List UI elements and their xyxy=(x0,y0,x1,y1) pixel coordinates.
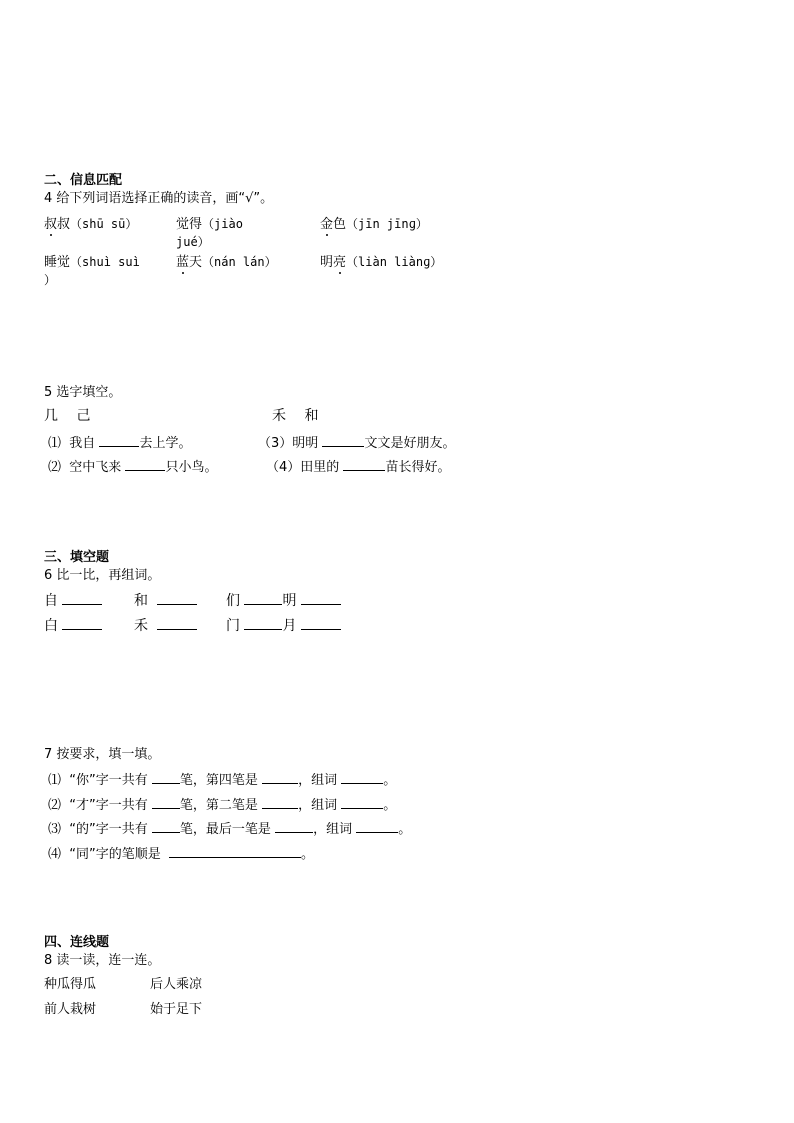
answer-blank[interactable] xyxy=(157,616,197,630)
section-title-matching-lines: 四、连线题 xyxy=(44,935,110,950)
answer-blank[interactable] xyxy=(341,770,383,784)
section-title-fill-in: 三、填空题 xyxy=(44,550,110,565)
char: 明 xyxy=(282,593,297,609)
text: “才”字一共有 xyxy=(69,798,148,813)
text: 。 xyxy=(383,773,397,788)
text: 只小鸟。 xyxy=(165,460,218,475)
answer-blank[interactable] xyxy=(262,770,298,784)
char: 禾 xyxy=(134,618,148,634)
pinyin-options: （nán lán） xyxy=(202,255,277,269)
q7-line-1 xyxy=(48,770,396,789)
char: 们 xyxy=(226,593,240,609)
dotted-char: 叔 xyxy=(44,217,58,232)
char: 和 xyxy=(134,593,148,609)
answer-blank[interactable] xyxy=(157,591,197,605)
item-number: ⑵ xyxy=(48,798,62,813)
q6-row-2c xyxy=(226,616,341,635)
dotted-char: 金 xyxy=(320,217,334,232)
text: 笔，第二笔是 xyxy=(179,798,258,813)
answer-blank[interactable] xyxy=(262,795,298,809)
answer-blank[interactable] xyxy=(152,795,180,809)
item-number: （3） xyxy=(258,436,293,451)
item-number: ⑷ xyxy=(48,847,62,862)
text: 田里的 xyxy=(300,460,340,475)
q6-row-2 xyxy=(44,616,102,635)
text: 。 xyxy=(383,798,397,813)
q5-line-1 xyxy=(48,433,191,452)
answer-blank[interactable] xyxy=(244,591,282,605)
char: 月 xyxy=(282,618,297,634)
text: 苗长得好。 xyxy=(385,460,451,475)
q6-row-1c xyxy=(226,591,341,610)
answer-blank[interactable] xyxy=(99,433,139,447)
answer-blank[interactable] xyxy=(341,795,383,809)
question-5-stem: 5 选字填空。 xyxy=(44,385,122,400)
q4-item-shushu xyxy=(44,216,137,233)
text: 我自 xyxy=(69,436,96,451)
char: 觉 xyxy=(176,217,190,232)
item-number: （4） xyxy=(266,460,301,475)
q8-left-item-1[interactable]: 种瓜得瓜 xyxy=(44,977,97,992)
text: 明明 xyxy=(292,436,319,451)
text: 。 xyxy=(301,847,315,862)
item-number: ⑴ xyxy=(48,436,62,451)
text: “的”字一共有 xyxy=(69,822,148,837)
answer-blank[interactable] xyxy=(244,616,282,630)
text: 去上学。 xyxy=(139,436,192,451)
q6-row-1b xyxy=(134,591,197,610)
char: 叔 xyxy=(57,217,71,232)
text: ，组词 xyxy=(298,773,338,788)
answer-blank[interactable] xyxy=(62,616,102,630)
answer-blank[interactable] xyxy=(152,770,180,784)
q4-item-shuijiao-wrap: ） xyxy=(44,273,57,287)
answer-blank[interactable] xyxy=(343,457,385,471)
answer-blank[interactable] xyxy=(301,616,341,630)
q4-item-mingliang xyxy=(320,254,442,271)
question-7-stem: 7 按要求，填一填。 xyxy=(44,747,161,762)
q5-choices-he: 禾 和 xyxy=(272,408,319,424)
dotted-char: 亮 xyxy=(333,255,347,270)
question-8-stem: 8 读一读，连一连。 xyxy=(44,953,161,968)
pinyin-options: （jiào xyxy=(202,217,243,231)
q7-line-3 xyxy=(48,819,411,838)
text: 。 xyxy=(398,822,412,837)
q7-line-4 xyxy=(48,844,314,863)
char: 白 xyxy=(44,618,58,634)
q5-choices-ji: 几 己 xyxy=(44,408,91,424)
section-title-matching: 二、信息匹配 xyxy=(44,173,123,188)
pinyin-options: （shuì suì xyxy=(70,255,140,269)
q4-item-juede xyxy=(176,216,243,233)
q8-right-item-1[interactable]: 后人乘凉 xyxy=(150,977,203,992)
q5-line-2 xyxy=(48,457,217,476)
answer-blank[interactable] xyxy=(62,591,102,605)
q7-line-2 xyxy=(48,795,396,814)
char: 门 xyxy=(226,618,240,634)
char: 得 xyxy=(189,217,203,232)
pinyin-options: （shū sū） xyxy=(70,217,138,231)
q8-right-item-2[interactable]: 始于足下 xyxy=(150,1002,203,1017)
answer-blank[interactable] xyxy=(356,819,398,833)
char: 天 xyxy=(189,255,203,270)
char: 明 xyxy=(320,255,334,270)
q8-left-item-2[interactable]: 前人栽树 xyxy=(44,1002,97,1017)
pinyin-options: （jīn jīnɡ） xyxy=(346,217,428,231)
item-number: ⑴ xyxy=(48,773,62,788)
answer-blank[interactable] xyxy=(169,844,301,858)
q6-row-1 xyxy=(44,591,102,610)
dotted-char: 蓝 xyxy=(176,255,190,270)
text: 空中飞来 xyxy=(69,460,122,475)
text: 文文是好朋友。 xyxy=(364,436,456,451)
question-6-stem: 6 比一比，再组词。 xyxy=(44,568,161,583)
char: 自 xyxy=(44,593,58,609)
text: “同”字的笔顺是 xyxy=(69,847,161,862)
char: 色 xyxy=(333,217,347,232)
text: ，组词 xyxy=(313,822,353,837)
q5-line-4 xyxy=(266,457,450,476)
q4-item-shuijiao xyxy=(44,254,140,271)
item-number: ⑶ xyxy=(48,822,62,837)
q5-line-3 xyxy=(258,433,455,452)
question-4-stem: 4 给下列词语选择正确的读音，画“√”。 xyxy=(44,191,274,206)
q4-item-juede-wrap: jué） xyxy=(176,235,210,249)
pinyin-options: （liàn liànɡ） xyxy=(346,255,443,269)
q4-item-lantian xyxy=(176,254,277,271)
text: 笔，最后一笔是 xyxy=(179,822,271,837)
q6-row-2b xyxy=(134,616,197,635)
answer-blank[interactable] xyxy=(275,819,313,833)
text: ，组词 xyxy=(298,798,338,813)
char: 觉 xyxy=(57,255,71,270)
answer-blank[interactable] xyxy=(152,819,180,833)
answer-blank[interactable] xyxy=(125,457,165,471)
q4-item-jinse xyxy=(320,216,428,233)
text: 笔，第四笔是 xyxy=(179,773,258,788)
item-number: ⑵ xyxy=(48,460,62,475)
answer-blank[interactable] xyxy=(301,591,341,605)
text: “你”字一共有 xyxy=(69,773,148,788)
char: 睡 xyxy=(44,255,58,270)
answer-blank[interactable] xyxy=(322,433,364,447)
